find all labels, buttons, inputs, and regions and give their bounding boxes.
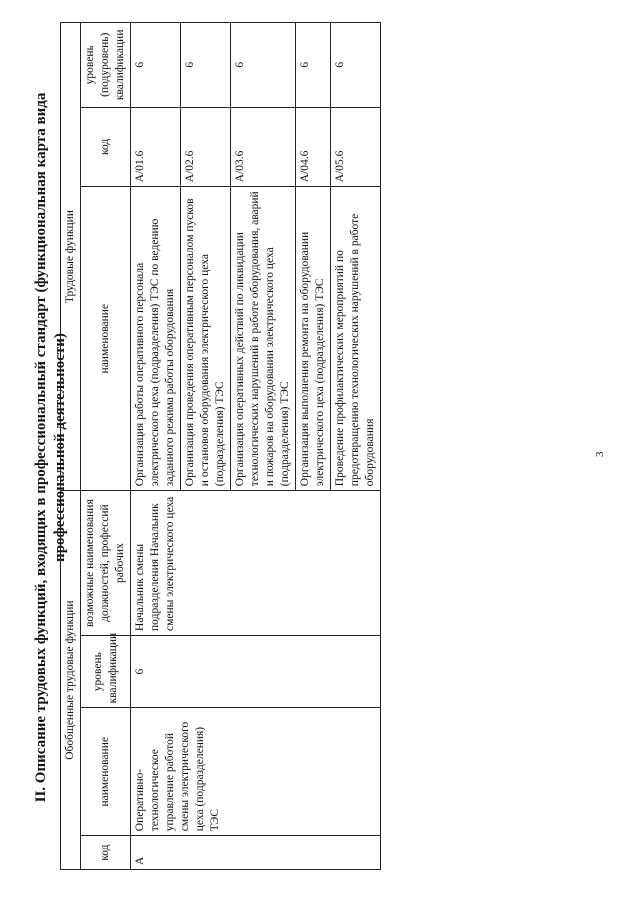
title-line-2: профессиональной деятельности) <box>52 333 68 562</box>
header-function-code: код <box>81 107 131 187</box>
header-function-name: наименование <box>81 187 131 491</box>
generalized-name: Оперативно-технологическое управление работой смены электрического цеха (подразделения) ТЭС <box>131 708 381 836</box>
function-code: A/04.6 <box>296 107 331 187</box>
page-number: 3 <box>594 451 606 457</box>
function-name: Организация проведения оперативным персоналом пусков и остановов оборудования электрического цеха (подразделения) ТЭС <box>181 187 231 491</box>
header-row-group <box>61 23 81 870</box>
generalized-positions: Начальник смены подразделения Начальник смены электрического цеха <box>131 491 381 636</box>
function-name: Организация работы оперативного персонала электрического цеха (подразделения) ТЭС по ведению заданного режима работы оборудования <box>131 187 181 491</box>
function-code: A/05.6 <box>331 107 381 187</box>
function-name: Организация выполнения ремонта на оборудовании электрического цеха (подразделения) ТЭС <box>296 187 331 491</box>
functions-table <box>60 22 381 870</box>
header-positions: возможные наименования должностей, профессий рабочих <box>81 491 131 636</box>
title-line-1: II. Описание трудовых функций, входящих в профессиональный стандарт (функциональная карта вида <box>33 92 49 803</box>
function-name: Проведение профилактических мероприятий по предотвращению технологических нарушений в работе оборудования <box>331 187 381 491</box>
function-code: A/01.6 <box>131 107 181 187</box>
function-name: Организация оперативных действий по ликвидации технологических нарушений в работе оборудования, аварий и пожаров на оборудовании электрического цеха (подразделения) ТЭС <box>231 187 296 491</box>
function-code: A/03.6 <box>231 107 296 187</box>
header-name: наименование <box>81 708 131 836</box>
function-code: A/02.6 <box>181 107 231 187</box>
table-row <box>131 23 181 870</box>
header-functions: Трудовые функции <box>61 23 81 491</box>
header-code: код <box>81 836 131 870</box>
generalized-code: A <box>131 836 381 870</box>
generalized-level: 6 <box>131 635 381 707</box>
function-level: 6 <box>181 23 231 108</box>
function-level: 6 <box>131 23 181 108</box>
function-level: 6 <box>296 23 331 108</box>
function-level: 6 <box>331 23 381 108</box>
header-level: уровень квалификации <box>81 635 131 707</box>
header-generalized: Обобщенные трудовые функции <box>61 491 81 870</box>
header-function-level: уровень (подуровень) квалификации <box>81 23 131 108</box>
header-row-columns <box>81 23 131 870</box>
function-level: 6 <box>231 23 296 108</box>
